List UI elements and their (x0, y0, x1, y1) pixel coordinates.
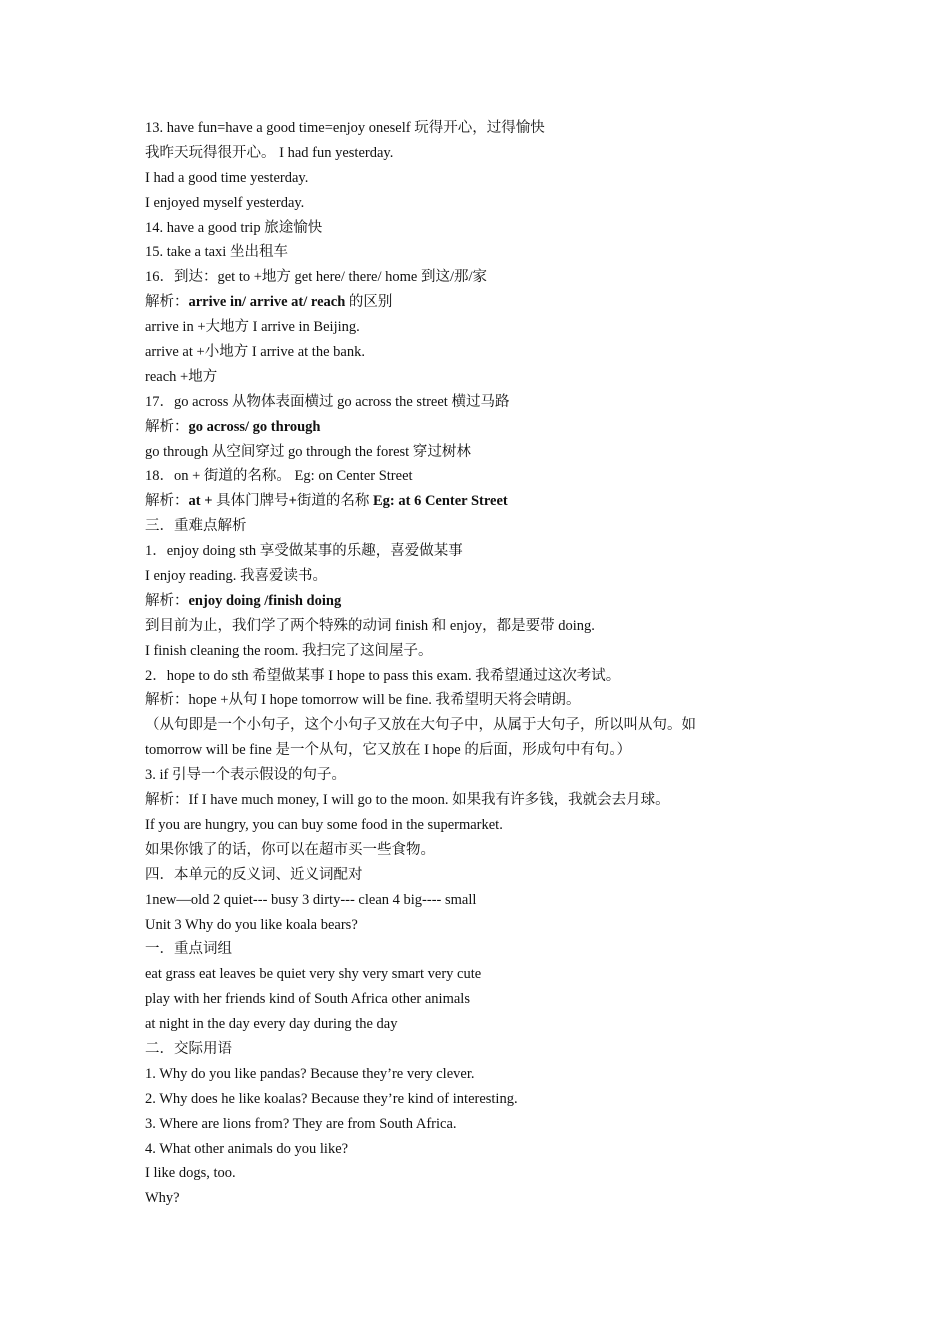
text-line: I enjoyed myself yesterday. (145, 194, 305, 211)
analysis-line (145, 415, 825, 440)
text-line: tomorrow will be fine 是一个从句，它又放在 I hope 的后面，形成句中有句。） (145, 742, 632, 759)
text-line: I like dogs, too. (145, 1165, 236, 1182)
analysis-line (145, 290, 825, 315)
text-line: go through 从空间穿过 go through the forest 穿过树林 (145, 443, 471, 460)
text-line: I enjoy reading. 我喜爱读书。 (145, 568, 328, 585)
text-line: reach +地方 (145, 368, 218, 385)
bold-term: arrive in/ arrive at/ reach (188, 294, 346, 311)
text-line: 1．enjoy doing sth 享受做某事的乐趣，喜爱做某事 (145, 543, 463, 560)
analysis-line (145, 489, 825, 514)
text-line: at night in the day every day during the day (145, 1016, 398, 1033)
text-line: （从句即是一个小句子，这个小句子又放在大句子中，从属于大句子，所以叫从句。如 (145, 717, 696, 734)
text-line: 17．go across 从物体表面横过 go across the street 横过马路 (145, 393, 510, 410)
text-line: 我昨天玩得很开心。 I had fun yesterday. (145, 144, 394, 161)
section-heading: 一．重点词组 (145, 941, 232, 958)
text-line: 2. Why does he like koalas? Because they’re kind of interesting. (145, 1090, 518, 1107)
text-line: arrive at +小地方 I arrive at the bank. (145, 344, 365, 361)
text-line: 1new—old 2 quiet--- busy 3 dirty--- clean 4 big---- small (145, 891, 477, 908)
text-line: 14. have a good trip 旅途愉快 (145, 219, 323, 236)
text-line: I had a good time yesterday. (145, 169, 309, 186)
analysis-label: 解析： (145, 592, 189, 609)
text-line: 如果你饿了的话，你可以在超市买一些食物。 (145, 841, 435, 858)
analysis-label: 解析： (145, 493, 189, 510)
text-line: 2．hope to do sth 希望做某事 I hope to pass this exam. 我希望通过这次考试。 (145, 667, 621, 684)
text-segment: 具体门牌号 (212, 493, 289, 510)
section-heading: 二．交际用语 (145, 1040, 232, 1057)
text-line: 1. Why do you like pandas? Because they’re very clever. (145, 1065, 475, 1082)
document-body (145, 116, 825, 1211)
bold-term: at + (188, 493, 213, 510)
text-line: 15. take a taxi 坐出租车 (145, 244, 288, 261)
bold-term: enjoy doing /finish doing (188, 592, 342, 609)
text-segment: 的区别 (345, 294, 393, 311)
text-line: 13. have fun=have a good time=enjoy oneself 玩得开心，过得愉快 (145, 120, 545, 136)
text-line: If you are hungry, you can buy some food in the supermarket. (145, 816, 503, 833)
section-heading: 三．重难点解析 (145, 518, 247, 535)
text-line: 解析：hope +从句 I hope tomorrow will be fine. 我希望明天将会晴朗。 (145, 692, 581, 709)
text-line: 到目前为止，我们学了两个特殊的动词 finish 和 enjoy，都是要带 doing. (145, 617, 595, 634)
analysis-label: 解析： (145, 418, 189, 435)
analysis-label: 解析： (145, 294, 189, 311)
text-line: Why? (145, 1190, 180, 1207)
unit-title: Unit 3 Why do you like koala bears? (145, 916, 358, 933)
text-line: 3. if 引导一个表示假设的句子。 (145, 767, 346, 784)
text-line: 16．到达：get to +地方 get here/ there/ home 到这/那/家 (145, 269, 488, 286)
section-heading: 四．本单元的反义词、近义词配对 (145, 866, 363, 883)
text-segment: 街道的名称 (296, 493, 373, 510)
text-line: 解析：If I have much money, I will go to the moon. 如果我有许多钱，我就会去月球。 (145, 792, 670, 809)
bold-term: go across/ go through (188, 418, 321, 435)
analysis-line (145, 589, 825, 614)
text-line: I finish cleaning the room. 我扫完了这间屋子。 (145, 642, 433, 659)
text-line: 18．on + 街道的名称。 Eg: on Center Street (145, 468, 413, 485)
text-line: eat grass eat leaves be quiet very shy very smart very cute (145, 966, 482, 983)
bold-term: Eg: at 6 Center Street (372, 493, 508, 510)
text-line: play with her friends kind of South Africa other animals (145, 991, 470, 1008)
text-line: arrive in +大地方 I arrive in Beijing. (145, 319, 360, 336)
bold-term: + (288, 493, 297, 510)
text-line: 4. What other animals do you like? (145, 1140, 349, 1157)
text-line: 3. Where are lions from? They are from South Africa. (145, 1115, 457, 1132)
